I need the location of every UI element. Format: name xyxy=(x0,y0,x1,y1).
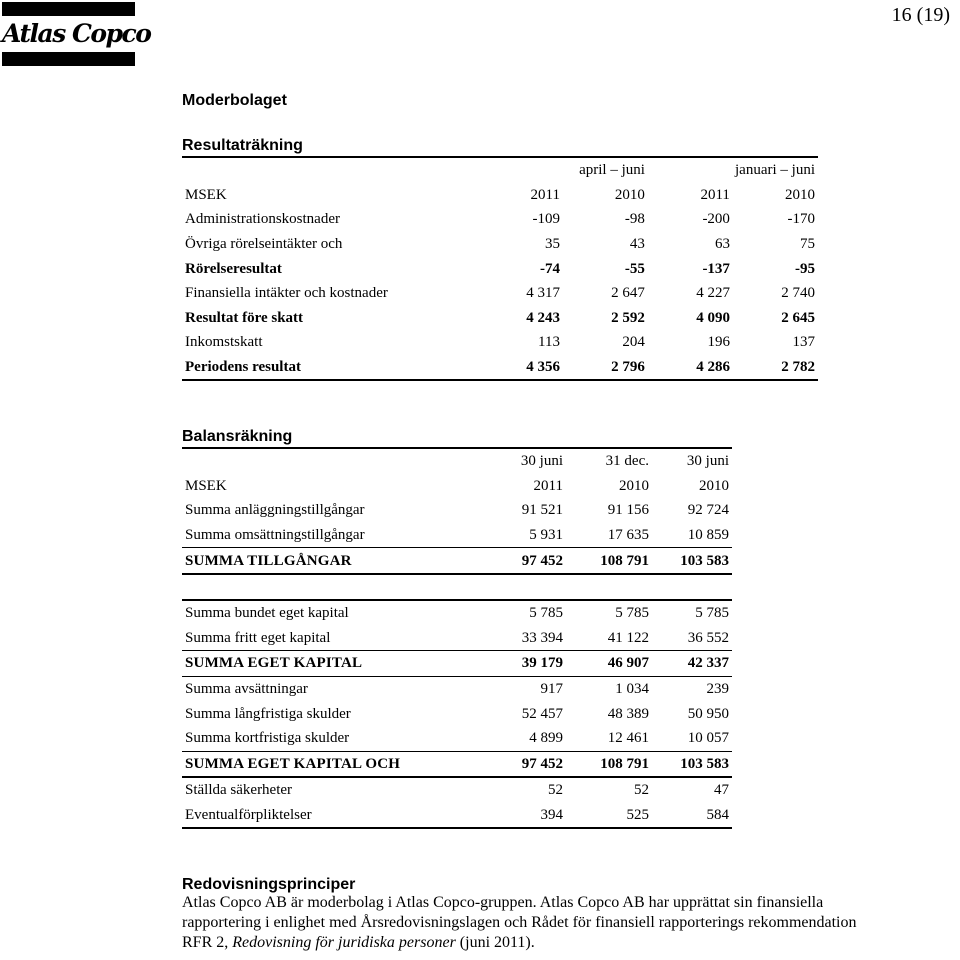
cell-value: 2 740 xyxy=(781,285,815,302)
table-row xyxy=(182,207,818,232)
cell-value: 113 xyxy=(538,334,560,351)
principles-line: rapportering i enlighet med Årsredovisningslagen och Rådet för finansiell rapporterings rekommendation xyxy=(182,914,857,931)
table-spacer xyxy=(182,574,732,600)
row-label: Administrationskostnader xyxy=(185,211,340,228)
cell-value: 394 xyxy=(486,803,566,829)
cell-value: 39 179 xyxy=(486,651,566,677)
year-header: 2011 xyxy=(530,186,560,203)
cell-value: 46 907 xyxy=(566,651,652,677)
cell-value: -98 xyxy=(624,211,645,228)
cell-value: 17 635 xyxy=(566,523,652,548)
year-header: 2010 xyxy=(619,477,649,494)
cell-value: 52 457 xyxy=(521,705,563,722)
period-label-q2: april – juni xyxy=(484,157,648,183)
unit-label: MSEK xyxy=(185,186,227,203)
table-row xyxy=(182,726,732,751)
cell-value: 91 521 xyxy=(521,502,563,519)
row-label: SUMMA EGET KAPITAL OCH xyxy=(185,755,401,772)
cell-value: -74 xyxy=(539,260,560,277)
atlas-copco-logo xyxy=(2,2,151,66)
table-row-total xyxy=(182,751,732,777)
cell-value: 48 389 xyxy=(607,705,649,722)
cell-value: 97 452 xyxy=(486,548,566,574)
cell-value: 52 xyxy=(566,777,652,803)
cell-value: 103 583 xyxy=(680,755,729,772)
cell-value: 5 785 xyxy=(486,600,566,626)
table-row xyxy=(182,777,732,803)
table-row xyxy=(182,600,732,626)
table-row xyxy=(182,232,818,257)
cell-value: 4 317 xyxy=(526,285,560,302)
cell-value: 91 156 xyxy=(607,502,649,519)
table-row xyxy=(182,330,818,355)
cell-value: 204 xyxy=(622,334,645,351)
cell-value: 4 227 xyxy=(696,285,730,302)
table-row xyxy=(182,626,732,651)
unit-label: MSEK xyxy=(185,477,227,494)
cell-value: 4 286 xyxy=(648,355,733,381)
section-title: Moderbolaget xyxy=(182,92,287,109)
logo-wordmark: Atlas Copco xyxy=(2,19,151,48)
cell-value: 4 090 xyxy=(696,309,730,326)
row-label: Inkomstskatt xyxy=(185,334,263,351)
cell-value: 917 xyxy=(540,681,563,698)
period-label-h1: januari – juni xyxy=(648,157,818,183)
cell-value: 2 782 xyxy=(733,355,818,381)
balance-sheet-title: Balansräkning xyxy=(182,428,293,445)
cell-value: 5 931 xyxy=(486,523,566,548)
cell-value: 10 859 xyxy=(652,523,732,548)
cell-value: 2 592 xyxy=(611,309,645,326)
table-row xyxy=(182,523,732,548)
row-label: Summa avsättningar xyxy=(185,681,308,698)
principles-line: Atlas Copco AB är moderbolag i Atlas Copco-gruppen. Atlas Copco AB har upprättat sin finansiella xyxy=(182,894,824,911)
row-label: Ställda säkerheter xyxy=(182,777,486,803)
cell-value: 103 583 xyxy=(652,548,732,574)
year-header: 2010 xyxy=(699,477,729,494)
cell-value: -170 xyxy=(787,211,815,228)
principles-line-end: (juni 2011). xyxy=(455,934,535,951)
table-row-subtotal xyxy=(182,256,818,281)
cell-value: 41 122 xyxy=(566,626,652,651)
row-label: Summa omsättningstillgångar xyxy=(182,523,486,548)
row-label: SUMMA EGET KAPITAL xyxy=(182,651,486,677)
cell-value: 4 356 xyxy=(484,355,563,381)
cell-value: 108 791 xyxy=(566,548,652,574)
balance-date-header-row xyxy=(182,448,732,474)
year-header: 2010 xyxy=(614,186,645,203)
table-row xyxy=(182,803,732,829)
cell-value: 525 xyxy=(566,803,652,829)
date-header: 30 juni xyxy=(486,448,566,474)
cell-value: 2 647 xyxy=(611,285,645,302)
cell-value: 47 xyxy=(652,777,732,803)
row-label: Resultat före skatt xyxy=(185,309,304,326)
cell-value: 239 xyxy=(706,681,729,698)
row-label: Övriga rörelseintäkter och xyxy=(185,236,343,253)
cell-value: 36 552 xyxy=(652,626,732,651)
cell-value: 1 034 xyxy=(615,681,649,698)
row-label: Finansiella intäkter och kostnader xyxy=(185,285,388,302)
cell-value: 2 796 xyxy=(563,355,648,381)
cell-value: 12 461 xyxy=(566,726,652,751)
row-label: Summa anläggningstillgångar xyxy=(185,502,365,519)
cell-value: -137 xyxy=(702,260,730,277)
row-label: SUMMA TILLGÅNGAR xyxy=(182,548,486,574)
income-year-header-row xyxy=(182,183,818,208)
income-statement-table xyxy=(182,156,818,381)
cell-value: 137 xyxy=(792,334,815,351)
cell-value: 92 724 xyxy=(687,502,729,519)
principles-line xyxy=(182,933,952,953)
cell-value: 63 xyxy=(714,236,730,253)
cell-value: 5 785 xyxy=(652,600,732,626)
cell-value: -109 xyxy=(532,211,560,228)
table-row-subtotal xyxy=(182,651,732,677)
row-label: Summa kortfristiga skulder xyxy=(182,726,486,751)
principles-paragraph xyxy=(182,893,952,953)
row-label: Periodens resultat xyxy=(182,355,484,381)
date-header: 31 dec. xyxy=(566,448,652,474)
cell-value: 33 394 xyxy=(486,626,566,651)
cell-value: -55 xyxy=(624,260,645,277)
year-header: 2011 xyxy=(533,477,563,494)
table-row xyxy=(182,676,732,701)
cell-value: 5 785 xyxy=(566,600,652,626)
cell-value: 584 xyxy=(652,803,732,829)
logo-bar-top xyxy=(2,2,135,16)
cell-value: 4 899 xyxy=(486,726,566,751)
table-row xyxy=(182,281,818,306)
cell-value: 75 xyxy=(800,236,815,253)
cell-value: -95 xyxy=(795,260,815,277)
principles-line-italic: Redovisning för juridiska personer xyxy=(232,934,456,951)
table-row xyxy=(182,701,732,726)
row-label: Eventualförpliktelser xyxy=(182,803,486,829)
table-row-subtotal xyxy=(182,306,818,331)
cell-value: 52 xyxy=(486,777,566,803)
row-label: Summa fritt eget kapital xyxy=(182,626,486,651)
table-row-total xyxy=(182,355,818,381)
year-header: 2011 xyxy=(700,186,730,203)
cell-value: 196 xyxy=(707,334,730,351)
principles-line-start: RFR 2, xyxy=(182,934,233,951)
cell-value: 4 243 xyxy=(526,309,560,326)
row-label: Summa långfristiga skulder xyxy=(185,705,351,722)
balance-year-header-row xyxy=(182,474,732,499)
cell-value: 108 791 xyxy=(600,755,649,772)
row-label: Summa bundet eget kapital xyxy=(182,600,486,626)
principles-title: Redovisningsprinciper xyxy=(182,876,356,893)
table-row xyxy=(182,498,732,523)
row-label: Rörelseresultat xyxy=(185,260,282,277)
cell-value: 43 xyxy=(629,236,645,253)
page-number: 16 (19) xyxy=(891,4,950,26)
cell-value: 97 452 xyxy=(521,755,563,772)
date-header: 30 juni xyxy=(652,448,732,474)
logo-bar-bottom xyxy=(2,52,135,66)
income-statement-title: Resultaträkning xyxy=(182,137,303,154)
table-row-total xyxy=(182,548,732,574)
cell-value: 50 950 xyxy=(687,705,729,722)
cell-value: 2 645 xyxy=(781,309,815,326)
cell-value: 35 xyxy=(544,236,560,253)
cell-value: -200 xyxy=(702,211,730,228)
balance-sheet-table xyxy=(182,447,732,829)
cell-value: 42 337 xyxy=(652,651,732,677)
cell-value: 10 057 xyxy=(652,726,732,751)
year-header: 2010 xyxy=(785,186,815,203)
income-period-header-row xyxy=(182,157,818,183)
